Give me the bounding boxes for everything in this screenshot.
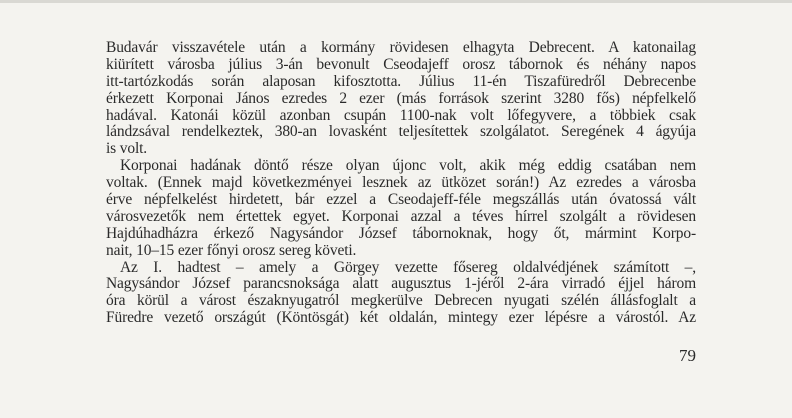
body-text — [106, 40, 696, 327]
text-line: Hajdúhadházra érkező Nagysándor József tábornoknak, hogy őt, mármint Korpo- — [106, 224, 696, 242]
text-line: Az I. hadtest – amely a Görgey vezette fősereg oldalvédjének számított –, — [120, 258, 696, 276]
text-line: óra körül a várost északnyugatról megkerülve Debrecen nyugati szélén állásfoglalt a — [106, 292, 696, 310]
top-border — [0, 0, 792, 3]
text-line: érkezett Korponai János ezredes 2 ezer (más források szerint 3280 fős) népfelkelő — [106, 89, 696, 107]
paragraph-3 — [106, 260, 696, 328]
text-line: nait, 10–15 ezer főnyi orosz sereg követi. — [106, 241, 357, 259]
text-line: kiürített városba július 3-án bevonult Cseodajeff orosz tábornok és néhány napos — [106, 55, 696, 73]
text-line: hadával. Katonái közül azonban csupán 1100-nak volt lőfegyvere, a többiek csak — [106, 106, 696, 124]
text-line: lándzsával rendelkeztek, 380-an lovasként teljesítettek szolgálatot. Seregének 4 ágyúja — [106, 123, 696, 141]
text-line: Korponai hadának döntő része olyan újonc volt, akik még eddig csatában nem — [120, 157, 696, 175]
text-line: Nagysándor József parancsnoksága alatt augusztus 1-jéről 2-ára virradó éjjel három — [106, 275, 696, 293]
text-line: Budavár visszavétele után a kormány rövidesen elhagyta Debrecent. A katonailag — [106, 39, 696, 56]
text-line: itt-tartózkodás során alaposan kifosztotta. Július 11-én Tiszafüredről Debrecenbe — [106, 72, 696, 90]
text-line: érve népfelkelést hirdetett, bár ezzel a Cseodajeff-féle megszállás után óvatossá vált — [106, 191, 696, 209]
text-line: városvezetők nem értettek egyet. Korponai azzal a téves hírrel szolgált a rövidesen — [106, 207, 696, 225]
text-line: Füredre vezető országút (Köntösgát) két oldalán, mintegy ezer lépésre a várostól. Az — [106, 309, 696, 327]
paragraph-2 — [106, 158, 696, 259]
page-number: 79 — [679, 346, 696, 365]
paragraph-1 — [106, 40, 696, 158]
text-line: voltak. (Ennek majd következményei lesznek az ütközet során!) Az ezredes a városba — [106, 174, 696, 192]
text-line: is volt. — [106, 140, 148, 158]
